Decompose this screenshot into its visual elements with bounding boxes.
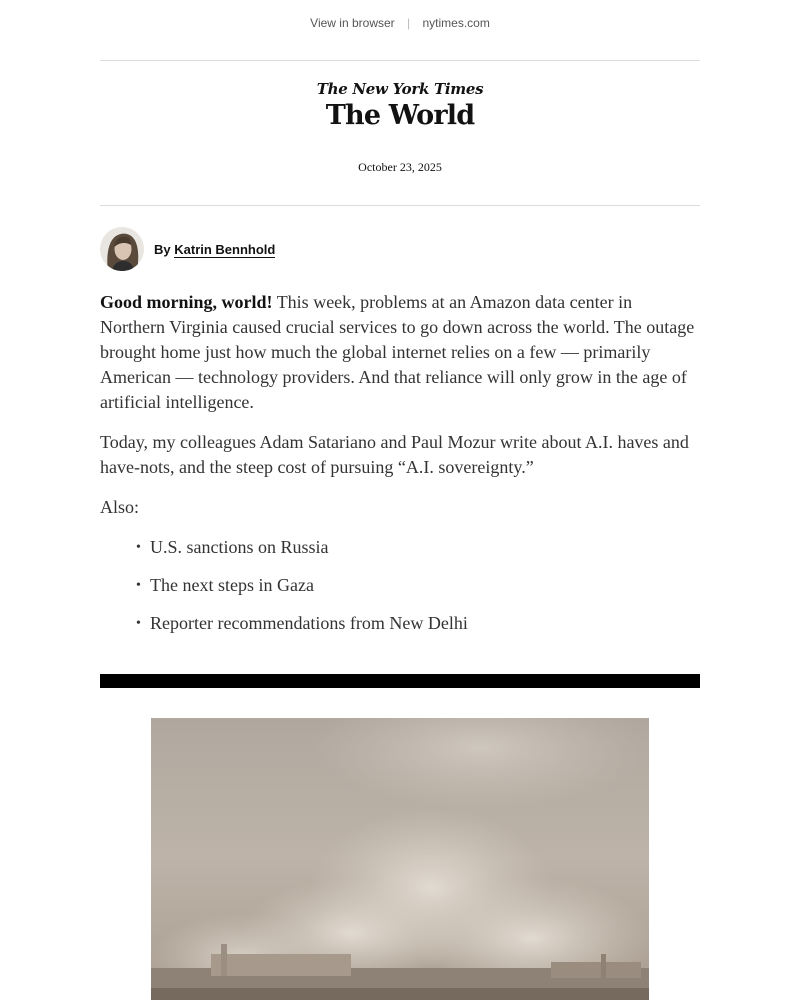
top-links — [0, 16, 800, 30]
lead-paragraph — [100, 290, 700, 415]
author-link[interactable]: Katrin Bennhold — [174, 241, 276, 257]
topics-list — [100, 535, 700, 636]
bullet-icon: • — [136, 616, 141, 631]
also-label: Also: — [100, 497, 140, 517]
section-bar — [100, 674, 700, 688]
author-avatar — [100, 227, 144, 271]
masthead — [0, 80, 800, 131]
separator: | — [407, 16, 411, 30]
top-divider — [100, 60, 700, 61]
lead-text: This week, problems at an Amazon data center in Northern Virginia caused crucial services to go down across the world. The outage brought home just how much the global internet relies on a few — primarily American — technology providers. And that reliance will only grow in the age of artificial intelligence. — [100, 292, 695, 412]
bullet-icon: • — [136, 578, 141, 593]
nytimes-link[interactable]: nytimes.com — [422, 16, 490, 30]
header-divider — [100, 205, 700, 206]
list-item: • The next steps in Gaza — [136, 573, 700, 598]
newsletter-body — [100, 290, 700, 649]
view-in-browser-link[interactable]: View in browser — [310, 16, 395, 30]
nyt-logo[interactable]: The New York Times — [316, 80, 484, 98]
list-item: • U.S. sanctions on Russia — [136, 535, 700, 560]
issue-date: October 23, 2025 — [358, 160, 442, 174]
newsletter-title: The World — [325, 100, 475, 131]
second-paragraph: Today, my colleagues Adam Satariano and Paul Mozur write about A.I. haves and have-nots, and the steep cost of pursuing “A.I. sovereignty.” — [100, 432, 689, 477]
byline-prefix: By — [154, 241, 171, 257]
greeting: Good morning, world! — [100, 292, 273, 312]
list-item: • Reporter recommendations from New Delhi — [136, 611, 700, 636]
hero-photo[interactable] — [151, 718, 649, 1000]
byline — [100, 227, 275, 271]
bullet-icon: • — [136, 540, 141, 555]
